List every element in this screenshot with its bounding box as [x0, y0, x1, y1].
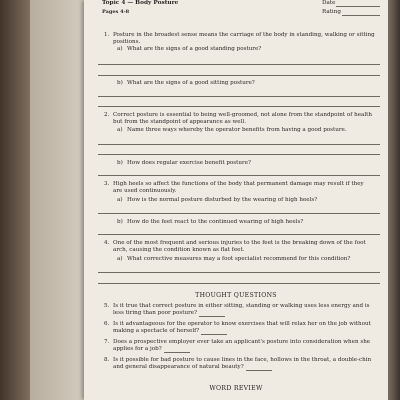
answer-line[interactable]: [98, 213, 380, 214]
answer-line[interactable]: [98, 75, 380, 76]
answer-line[interactable]: [98, 96, 380, 97]
sub-question-text: How does regular exercise benefit posture?: [127, 160, 252, 166]
question-number: 3.: [104, 181, 110, 187]
sub-question-text: How do the feet react to the continued wearing of high heels?: [127, 219, 304, 225]
question-text: Is it possible for bad posture to cause lines in the face, hollows in the throat, a double-chin: [113, 357, 372, 363]
question-text: Is it true that correct posture in either sitting, standing or walking uses less energy and is: [113, 303, 370, 309]
question-number: 2.: [104, 112, 110, 118]
sub-question-text: What are the signs of a good sitting posture?: [127, 80, 255, 86]
worksheet-page: [84, 0, 388, 400]
question-number: 4.: [104, 240, 110, 246]
answer-line[interactable]: [98, 175, 380, 176]
answer-line[interactable]: [98, 283, 380, 284]
sub-question-text: What corrective measures may a foot specialist recommend for this condition?: [127, 256, 351, 262]
question-text: applies for a job?: [113, 346, 162, 352]
question-text: Correct posture is essential to being well-groomed, not alone from the standpoint of health: [113, 112, 373, 118]
answer-line[interactable]: [98, 234, 380, 235]
question-number: 6.: [104, 321, 110, 327]
rating-field[interactable]: [342, 15, 380, 16]
answer-blank[interactable]: [201, 329, 227, 335]
question-text: One of the most frequent and serious injuries to the feet is the breaking down of the foot: [113, 240, 366, 246]
sub-question-text: How is the normal posture disturbed by the wearing of high heels?: [127, 197, 318, 203]
answer-blank[interactable]: [164, 347, 190, 353]
sub-question-letter: b): [117, 219, 123, 225]
sub-question-letter: a): [117, 127, 123, 133]
question-number: 1.: [104, 32, 110, 38]
question-text: Does a prospective employer ever take an applicant's posture into consideration when she: [113, 339, 371, 345]
date-label: Date: [322, 0, 336, 6]
answer-line[interactable]: [98, 144, 380, 145]
thought-questions-heading: THOUGHT QUESTIONS: [195, 292, 277, 299]
answer-line[interactable]: [98, 272, 380, 273]
question-text: Is it advantageous for the operator to know exercises that will relax her on the job without: [113, 321, 371, 327]
sub-question-text: What are the signs of a good standing posture?: [127, 46, 262, 52]
question-text: but from the standpoint of appearance as well.: [113, 119, 246, 125]
answer-line[interactable]: [98, 106, 380, 107]
sub-question-letter: b): [117, 160, 123, 166]
question-text: less tiring than poor posture?: [113, 310, 198, 316]
sub-question-letter: a): [117, 197, 123, 203]
rating-label: Rating: [322, 9, 341, 15]
question-text: are used continuously.: [113, 188, 177, 194]
question-text: positions.: [113, 39, 141, 45]
answer-blank[interactable]: [246, 365, 272, 371]
question-number: 7.: [104, 339, 110, 345]
underlying-page: [30, 0, 90, 400]
sub-question-letter: b): [117, 80, 123, 86]
question-text: High heels so affect the functions of the body that permanent damage may result if they: [113, 181, 364, 187]
answer-line[interactable]: [98, 154, 380, 155]
sub-question-letter: a): [117, 46, 123, 52]
right-edge-shadow: [388, 0, 400, 400]
word-review-heading: WORD REVIEW: [209, 385, 263, 392]
sub-question-text: Name three ways whereby the operator benefits from having a good posture.: [127, 127, 347, 133]
answer-blank[interactable]: [199, 311, 225, 317]
question-text: arch, causing the condition known as flat feet.: [113, 247, 245, 253]
topic-title: Topic 4 — Body Posture: [102, 0, 179, 6]
question-text: Posture in the broadest sense means the carriage of the body in standing, walking or sitting: [113, 32, 375, 38]
date-field[interactable]: [336, 6, 380, 7]
question-number: 5.: [104, 303, 110, 309]
question-text: making a spectacle of herself?: [113, 328, 200, 334]
question-text: and general disappearance of natural beauty?: [113, 364, 244, 370]
pages-label: Pages 4-8: [102, 9, 130, 15]
question-number: 8.: [104, 357, 110, 363]
sub-question-letter: a): [117, 256, 123, 262]
answer-line[interactable]: [98, 64, 380, 65]
